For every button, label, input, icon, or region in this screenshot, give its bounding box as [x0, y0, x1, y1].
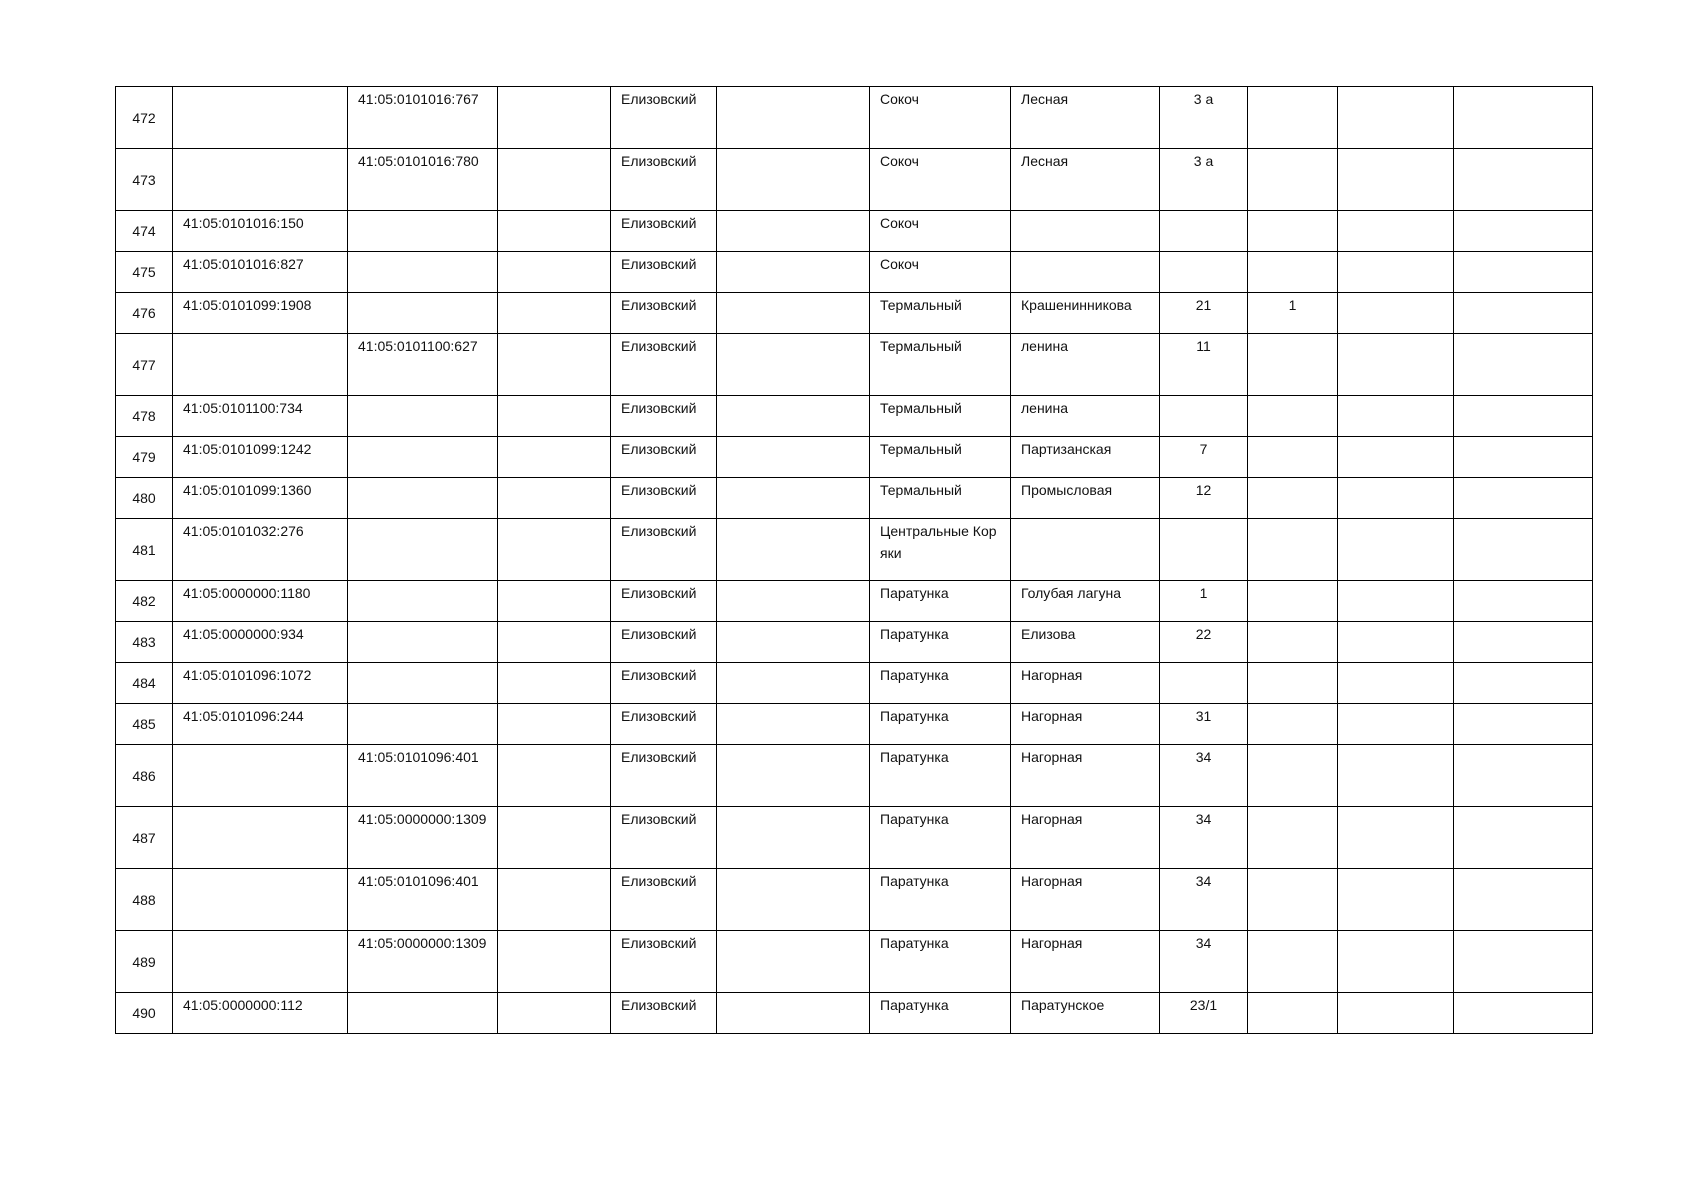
column-4-cell: [498, 704, 611, 745]
street-cell: ленина: [1011, 334, 1160, 396]
cadastral-number-2-cell: 41:05:0101016:767: [348, 87, 498, 149]
house-number-cell: [1160, 663, 1248, 704]
house-number-cell: 3 а: [1160, 87, 1248, 149]
column-4-cell: [498, 993, 611, 1034]
column-4-cell: [498, 334, 611, 396]
cadastral-number-cell: [173, 87, 348, 149]
column-12-cell: [1454, 869, 1593, 931]
column-10-cell: [1248, 622, 1338, 663]
column-6-cell: [717, 211, 870, 252]
column-4-cell: [498, 149, 611, 211]
table-row: [116, 87, 1593, 149]
street-cell: Нагорная: [1011, 745, 1160, 807]
cadastral-number-2-cell: [348, 993, 498, 1034]
cadastral-number-cell: 41:05:0000000:1180: [173, 581, 348, 622]
column-11-cell: [1338, 211, 1454, 252]
street-cell: Нагорная: [1011, 869, 1160, 931]
column-10-cell: [1248, 869, 1338, 931]
settlement-cell: Паратунка: [870, 581, 1011, 622]
column-11-cell: [1338, 149, 1454, 211]
column-6-cell: [717, 334, 870, 396]
cadastral-number-cell: 41:05:0101032:276: [173, 519, 348, 581]
column-11-cell: [1338, 663, 1454, 704]
row-number-cell: 487: [116, 807, 173, 869]
district-cell: Елизовский: [611, 252, 717, 293]
settlement-cell: Паратунка: [870, 869, 1011, 931]
settlement-cell: Термальный: [870, 478, 1011, 519]
column-12-cell: [1454, 396, 1593, 437]
cadastral-number-2-cell: [348, 437, 498, 478]
cadastral-number-cell: [173, 931, 348, 993]
column-6-cell: [717, 704, 870, 745]
district-cell: Елизовский: [611, 931, 717, 993]
street-cell: Паратунское: [1011, 993, 1160, 1034]
column-4-cell: [498, 87, 611, 149]
cadastral-number-2-cell: [348, 211, 498, 252]
street-cell: Нагорная: [1011, 807, 1160, 869]
street-cell: Нагорная: [1011, 663, 1160, 704]
column-12-cell: [1454, 149, 1593, 211]
cadastral-number-cell: 41:05:0101100:734: [173, 396, 348, 437]
street-cell: Лесная: [1011, 149, 1160, 211]
column-6-cell: [717, 293, 870, 334]
column-4-cell: [498, 293, 611, 334]
district-cell: Елизовский: [611, 745, 717, 807]
column-6-cell: [717, 396, 870, 437]
row-number-cell: 483: [116, 622, 173, 663]
cadastral-number-2-cell: 41:05:0101096:401: [348, 745, 498, 807]
cadastral-number-cell: 41:05:0101099:1242: [173, 437, 348, 478]
house-number-cell: 22: [1160, 622, 1248, 663]
settlement-cell: Сокоч: [870, 149, 1011, 211]
column-10-cell: [1248, 87, 1338, 149]
column-6-cell: [717, 581, 870, 622]
table-row: [116, 807, 1593, 869]
settlement-cell: Центральные Коряки: [870, 519, 1011, 581]
settlement-cell: Сокоч: [870, 211, 1011, 252]
column-12-cell: [1454, 931, 1593, 993]
district-cell: Елизовский: [611, 519, 717, 581]
column-4-cell: [498, 396, 611, 437]
column-6-cell: [717, 993, 870, 1034]
cadastral-number-2-cell: [348, 519, 498, 581]
district-cell: Елизовский: [611, 149, 717, 211]
house-number-cell: 34: [1160, 807, 1248, 869]
column-12-cell: [1454, 293, 1593, 334]
column-11-cell: [1338, 745, 1454, 807]
table-row: [116, 293, 1593, 334]
column-11-cell: [1338, 993, 1454, 1034]
column-6-cell: [717, 478, 870, 519]
column-10-cell: [1248, 252, 1338, 293]
column-12-cell: [1454, 807, 1593, 869]
table-row: [116, 478, 1593, 519]
column-6-cell: [717, 519, 870, 581]
column-11-cell: [1338, 396, 1454, 437]
column-10-cell: [1248, 807, 1338, 869]
street-cell: Голубая лагуна: [1011, 581, 1160, 622]
column-12-cell: [1454, 663, 1593, 704]
cadastral-number-cell: 41:05:0101099:1360: [173, 478, 348, 519]
column-12-cell: [1454, 519, 1593, 581]
row-number-cell: 489: [116, 931, 173, 993]
house-number-cell: [1160, 211, 1248, 252]
column-12-cell: [1454, 437, 1593, 478]
column-10-cell: 1: [1248, 293, 1338, 334]
cadastral-number-2-cell: [348, 293, 498, 334]
table-row: [116, 581, 1593, 622]
table-row: [116, 622, 1593, 663]
column-12-cell: [1454, 252, 1593, 293]
cadastral-number-cell: 41:05:0101016:827: [173, 252, 348, 293]
district-cell: Елизовский: [611, 581, 717, 622]
settlement-cell: Паратунка: [870, 704, 1011, 745]
house-number-cell: 34: [1160, 869, 1248, 931]
row-number-cell: 481: [116, 519, 173, 581]
column-4-cell: [498, 663, 611, 704]
column-4-cell: [498, 622, 611, 663]
street-cell: [1011, 519, 1160, 581]
district-cell: Елизовский: [611, 87, 717, 149]
column-6-cell: [717, 437, 870, 478]
cadastral-number-cell: 41:05:0101096:1072: [173, 663, 348, 704]
district-cell: Елизовский: [611, 478, 717, 519]
column-12-cell: [1454, 745, 1593, 807]
street-cell: Промысловая: [1011, 478, 1160, 519]
registry-table: [115, 86, 1593, 1034]
house-number-cell: 1: [1160, 581, 1248, 622]
column-10-cell: [1248, 704, 1338, 745]
column-11-cell: [1338, 581, 1454, 622]
column-11-cell: [1338, 87, 1454, 149]
cadastral-number-cell: [173, 807, 348, 869]
district-cell: Елизовский: [611, 334, 717, 396]
column-10-cell: [1248, 437, 1338, 478]
cadastral-number-2-cell: 41:05:0101016:780: [348, 149, 498, 211]
table-row: [116, 211, 1593, 252]
column-4-cell: [498, 931, 611, 993]
street-cell: Партизанская: [1011, 437, 1160, 478]
settlement-cell: Паратунка: [870, 663, 1011, 704]
district-cell: Елизовский: [611, 293, 717, 334]
column-12-cell: [1454, 334, 1593, 396]
column-6-cell: [717, 87, 870, 149]
cadastral-number-cell: [173, 149, 348, 211]
row-number-cell: 488: [116, 869, 173, 931]
column-11-cell: [1338, 931, 1454, 993]
table-row: [116, 396, 1593, 437]
column-11-cell: [1338, 519, 1454, 581]
row-number-cell: 478: [116, 396, 173, 437]
district-cell: Елизовский: [611, 704, 717, 745]
cadastral-number-2-cell: [348, 581, 498, 622]
column-11-cell: [1338, 807, 1454, 869]
district-cell: Елизовский: [611, 437, 717, 478]
cadastral-number-2-cell: [348, 663, 498, 704]
column-6-cell: [717, 622, 870, 663]
row-number-cell: 475: [116, 252, 173, 293]
street-cell: Нагорная: [1011, 931, 1160, 993]
column-10-cell: [1248, 581, 1338, 622]
cadastral-number-2-cell: 41:05:0000000:1309: [348, 931, 498, 993]
column-6-cell: [717, 931, 870, 993]
column-12-cell: [1454, 581, 1593, 622]
house-number-cell: 7: [1160, 437, 1248, 478]
settlement-cell: Термальный: [870, 396, 1011, 437]
row-number-cell: 479: [116, 437, 173, 478]
column-12-cell: [1454, 211, 1593, 252]
column-4-cell: [498, 519, 611, 581]
district-cell: Елизовский: [611, 993, 717, 1034]
table-row: [116, 252, 1593, 293]
house-number-cell: 12: [1160, 478, 1248, 519]
table-row: [116, 931, 1593, 993]
district-cell: Елизовский: [611, 869, 717, 931]
column-10-cell: [1248, 931, 1338, 993]
table-row: [116, 437, 1593, 478]
row-number-cell: 485: [116, 704, 173, 745]
cadastral-number-2-cell: 41:05:0101096:401: [348, 869, 498, 931]
column-11-cell: [1338, 704, 1454, 745]
settlement-cell: Сокоч: [870, 87, 1011, 149]
cadastral-number-cell: 41:05:0101099:1908: [173, 293, 348, 334]
table-row: [116, 149, 1593, 211]
house-number-cell: 34: [1160, 931, 1248, 993]
column-10-cell: [1248, 993, 1338, 1034]
column-10-cell: [1248, 149, 1338, 211]
column-4-cell: [498, 869, 611, 931]
column-12-cell: [1454, 87, 1593, 149]
column-6-cell: [717, 149, 870, 211]
house-number-cell: 3 а: [1160, 149, 1248, 211]
house-number-cell: [1160, 396, 1248, 437]
cadastral-number-cell: [173, 869, 348, 931]
row-number-cell: 480: [116, 478, 173, 519]
house-number-cell: 23/1: [1160, 993, 1248, 1034]
district-cell: Елизовский: [611, 211, 717, 252]
street-cell: Лесная: [1011, 87, 1160, 149]
house-number-cell: 31: [1160, 704, 1248, 745]
table-row: [116, 663, 1593, 704]
column-12-cell: [1454, 622, 1593, 663]
column-10-cell: [1248, 396, 1338, 437]
district-cell: Елизовский: [611, 396, 717, 437]
district-cell: Елизовский: [611, 622, 717, 663]
settlement-cell: Термальный: [870, 293, 1011, 334]
table-row: [116, 704, 1593, 745]
column-4-cell: [498, 807, 611, 869]
cadastral-number-2-cell: [348, 396, 498, 437]
cadastral-number-cell: [173, 334, 348, 396]
cadastral-number-cell: [173, 745, 348, 807]
cadastral-number-cell: 41:05:0101016:150: [173, 211, 348, 252]
column-11-cell: [1338, 293, 1454, 334]
house-number-cell: 34: [1160, 745, 1248, 807]
cadastral-number-cell: 41:05:0000000:112: [173, 993, 348, 1034]
column-4-cell: [498, 581, 611, 622]
column-4-cell: [498, 211, 611, 252]
street-cell: Нагорная: [1011, 704, 1160, 745]
column-11-cell: [1338, 622, 1454, 663]
row-number-cell: 473: [116, 149, 173, 211]
street-cell: [1011, 211, 1160, 252]
column-10-cell: [1248, 478, 1338, 519]
cadastral-number-2-cell: 41:05:0000000:1309: [348, 807, 498, 869]
column-6-cell: [717, 869, 870, 931]
row-number-cell: 482: [116, 581, 173, 622]
cadastral-number-2-cell: [348, 252, 498, 293]
column-6-cell: [717, 807, 870, 869]
column-12-cell: [1454, 993, 1593, 1034]
cadastral-number-cell: 41:05:0000000:934: [173, 622, 348, 663]
row-number-cell: 484: [116, 663, 173, 704]
table-body: [116, 87, 1593, 1034]
cadastral-number-2-cell: [348, 704, 498, 745]
settlement-cell: Паратунка: [870, 993, 1011, 1034]
column-4-cell: [498, 745, 611, 807]
column-12-cell: [1454, 704, 1593, 745]
table-row: [116, 993, 1593, 1034]
column-10-cell: [1248, 745, 1338, 807]
cadastral-number-2-cell: [348, 478, 498, 519]
house-number-cell: [1160, 252, 1248, 293]
house-number-cell: 21: [1160, 293, 1248, 334]
row-number-cell: 486: [116, 745, 173, 807]
settlement-cell: Паратунка: [870, 931, 1011, 993]
row-number-cell: 472: [116, 87, 173, 149]
settlement-cell: Паратунка: [870, 622, 1011, 663]
settlement-cell: Паратунка: [870, 745, 1011, 807]
column-6-cell: [717, 745, 870, 807]
house-number-cell: [1160, 519, 1248, 581]
row-number-cell: 476: [116, 293, 173, 334]
column-11-cell: [1338, 869, 1454, 931]
column-11-cell: [1338, 478, 1454, 519]
settlement-cell: Термальный: [870, 334, 1011, 396]
settlement-cell: Сокоч: [870, 252, 1011, 293]
row-number-cell: 477: [116, 334, 173, 396]
column-6-cell: [717, 252, 870, 293]
column-11-cell: [1338, 437, 1454, 478]
district-cell: Елизовский: [611, 807, 717, 869]
column-10-cell: [1248, 663, 1338, 704]
district-cell: Елизовский: [611, 663, 717, 704]
street-cell: [1011, 252, 1160, 293]
table-row: [116, 745, 1593, 807]
table-row: [116, 519, 1593, 581]
street-cell: ленина: [1011, 396, 1160, 437]
column-6-cell: [717, 663, 870, 704]
table-row: [116, 334, 1593, 396]
settlement-cell: Термальный: [870, 437, 1011, 478]
house-number-cell: 11: [1160, 334, 1248, 396]
column-10-cell: [1248, 211, 1338, 252]
row-number-cell: 490: [116, 993, 173, 1034]
column-11-cell: [1338, 334, 1454, 396]
column-10-cell: [1248, 519, 1338, 581]
column-4-cell: [498, 252, 611, 293]
column-12-cell: [1454, 478, 1593, 519]
cadastral-number-cell: 41:05:0101096:244: [173, 704, 348, 745]
column-4-cell: [498, 437, 611, 478]
settlement-cell: Паратунка: [870, 807, 1011, 869]
table-row: [116, 869, 1593, 931]
column-11-cell: [1338, 252, 1454, 293]
column-10-cell: [1248, 334, 1338, 396]
cadastral-number-2-cell: 41:05:0101100:627: [348, 334, 498, 396]
street-cell: Елизова: [1011, 622, 1160, 663]
cadastral-number-2-cell: [348, 622, 498, 663]
row-number-cell: 474: [116, 211, 173, 252]
column-4-cell: [498, 478, 611, 519]
street-cell: Крашенинникова: [1011, 293, 1160, 334]
